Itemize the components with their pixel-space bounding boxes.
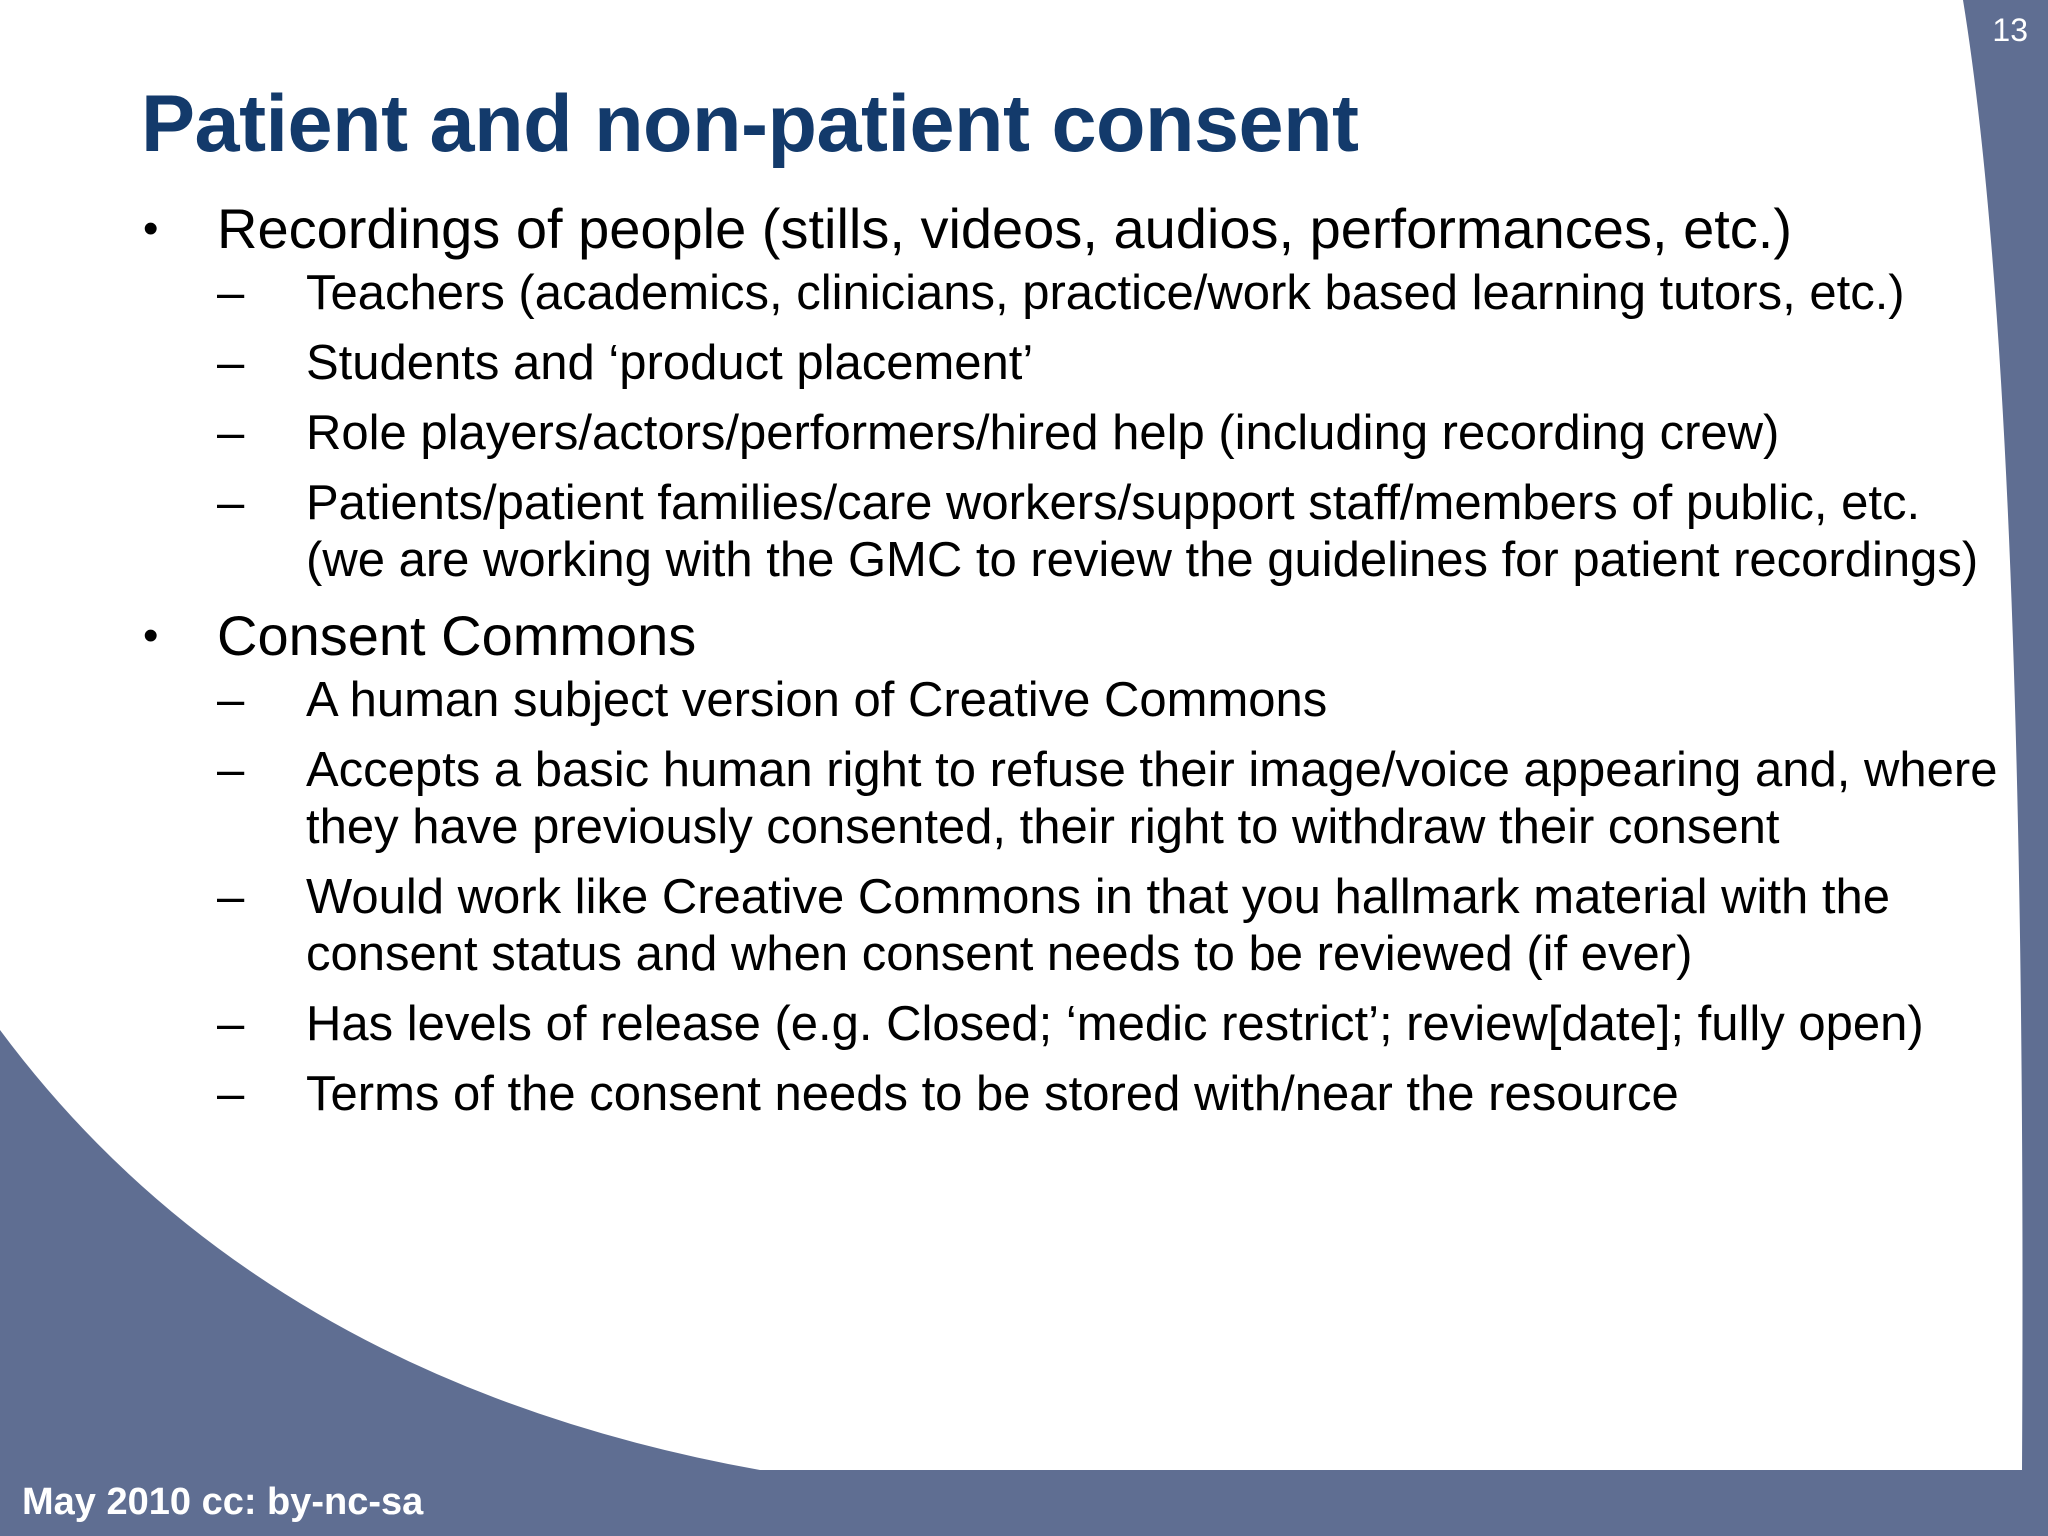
dash-glyph: – [217,673,245,727]
dash-glyph: – [217,1067,245,1121]
sub-bullet-text: Terms of the consent needs to be stored with/near the resource [306,1067,1679,1121]
sub-bullet-text: Students and ‘product placement’ [306,336,1034,390]
sub-bullet-item [217,475,2011,589]
bullet-item-consent-commons [141,602,2011,1123]
sub-bullet-item [217,1066,2011,1123]
bullet-text: Recordings of people (stills, videos, audios, performances, etc.) [217,197,1792,260]
dash-glyph: – [217,997,245,1051]
slide-number: 13 [1992,12,2028,48]
sub-bullet-list [217,672,2011,1123]
sub-bullet-text: Role players/actors/performers/hired help (including recording crew) [306,406,1780,460]
sub-bullet-item [217,265,2011,322]
sub-bullet-item [217,335,2011,392]
sub-bullet-item [217,869,2011,983]
bullet-glyph: • [143,204,159,253]
dash-glyph: – [217,336,245,390]
sub-bullet-item [217,742,2011,856]
sub-bullet-item [217,672,2011,729]
sub-bullet-text: Patients/patient families/care workers/support staff/members of public, etc. (we are working with the GMC to review the guidelines for patient recordings) [306,476,1979,587]
dash-glyph: – [217,476,245,530]
slide-title: Patient and non-patient consent [141,79,1359,169]
bullet-item-recordings [141,195,2011,589]
bullet-glyph: • [143,611,159,660]
dash-glyph: – [217,406,245,460]
bullet-text: Consent Commons [217,604,697,667]
dash-glyph: – [217,743,245,797]
sub-bullet-text: Accepts a basic human right to refuse their image/voice appearing and, where they have previously consented, their right to withdraw their consent [306,743,1998,854]
dash-glyph: – [217,266,245,320]
sub-bullet-item [217,996,2011,1053]
sub-bullet-text: Teachers (academics, clinicians, practice/work based learning tutors, etc.) [306,266,1905,320]
dash-glyph: – [217,870,245,924]
sub-bullet-list [217,265,2011,589]
slide-content [141,195,2011,1136]
sub-bullet-text: A human subject version of Creative Commons [306,673,1328,727]
sub-bullet-text: Would work like Creative Commons in that you hallmark material with the consent status and when consent needs to be reviewed (if ever) [306,870,1891,981]
footer-license: May 2010 cc: by-nc-sa [22,1481,424,1523]
sub-bullet-item [217,405,2011,462]
bullet-list [141,195,2011,1123]
sub-bullet-text: Has levels of release (e.g. Closed; ‘medic restrict’; review[date]; fully open) [306,997,1924,1051]
